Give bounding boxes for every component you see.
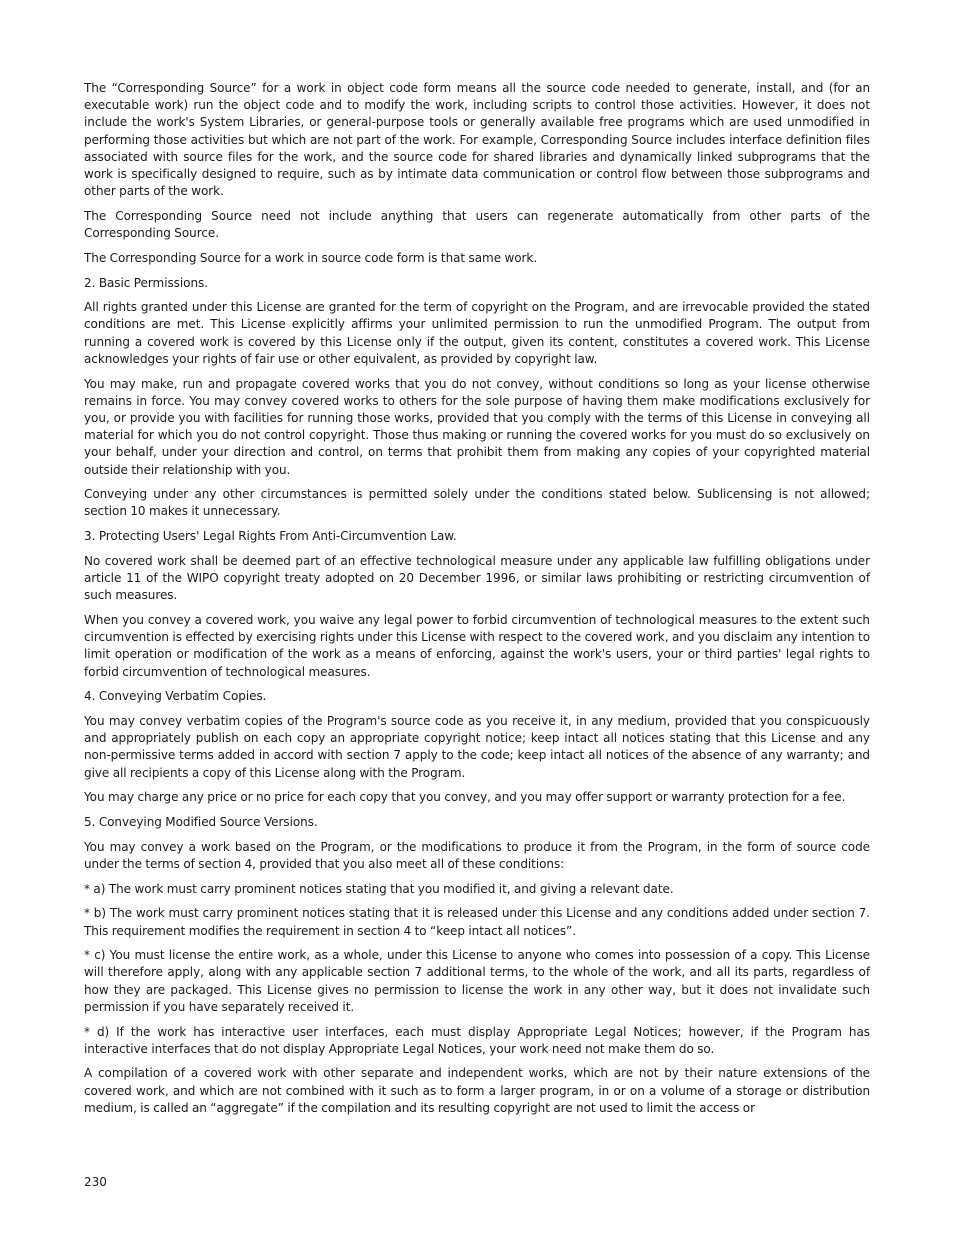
list-item: * b) The work must carry prominent notices stating that it is released under this License and any conditions added under section 7. This requirement modifies the requirement in section 4 to “keep intact all notices”. bbox=[84, 906, 870, 938]
paragraph: You may charge any price or no price for each copy that you convey, and you may offer support or warranty protection for a fee. bbox=[84, 790, 846, 805]
paragraph: You may convey a work based on the Program, or the modifications to produce it from the Program, in the form of source code under the terms of section 4, provided that you also meet all of these conditions: bbox=[84, 839, 870, 871]
list-item: * c) You must license the entire work, as a whole, under this License to anyone who comes into possession of a copy. This License will therefore apply, along with any applicable section 7 additional terms, to the whole of the work, and all its parts, regardless of how they are packaged. This License gives no permission to license the work in any other way, but it does not invalidate such permission if you have separately received it. bbox=[84, 948, 870, 1014]
paragraph: You may make, run and propagate covered works that you do not convey, without conditions so long as your license otherwise remains in force. You may convey covered works to others for the sole purpose of having them make modifications exclusively for you, or provide you with facilities for running those works, provided that you comply with the terms of this License in conveying all material for which you do not control copyright. Those thus making or running the covered works for you must do so exclusively on your behalf, under your direction and control, on terms that prohibit them from making any copies of your copyrighted material outside their relationship with you. bbox=[84, 376, 870, 477]
paragraph: The “Corresponding Source” for a work in object code form means all the source code needed to generate, install, and (for an executable work) run the object code and to modify the work, including scripts to control those activities. However, it does not include the work's System Libraries, or general-purpose tools or generally available free programs which are used unmodified in performing those activities but which are not part of the work. For example, Corresponding Source includes interface definition files associated with source files for the work, and the source code for shared libraries and dynamically linked subprograms that the work is specifically designed to require, such as by intimate data communication or control flow between those subprograms and other parts of the work. bbox=[84, 81, 870, 199]
paragraph: No covered work shall be deemed part of an effective technological measure under any applicable law fulfilling obligations under article 11 of the WIPO copyright treaty adopted on 20 December 1996, or similar laws prohibiting or restricting circumvention of such measures. bbox=[84, 553, 870, 603]
paragraph: The Corresponding Source for a work in source code form is that same work. bbox=[84, 250, 538, 265]
page-number: 230 bbox=[84, 1175, 107, 1189]
paragraph: All rights granted under this License are granted for the term of copyright on the Program, and are irrevocable provided the stated conditions are met. This License explicitly affirms your unlimited permission to run the unmodified Program. The output from running a covered work is covered by this License only if the output, given its content, constitutes a covered work. This License acknowledges your rights of fair use or other equivalent, as provided by copyright law. bbox=[84, 300, 870, 366]
list-item: * d) If the work has interactive user interfaces, each must display Appropriate Legal Notices; however, if the Program has interactive interfaces that do not display Appropriate Legal Notices, your work need not make them do so. bbox=[84, 1024, 870, 1056]
section-heading: 5. Conveying Modified Source Versions. bbox=[84, 815, 318, 830]
section-heading: 2. Basic Permissions. bbox=[84, 275, 208, 290]
section-heading: 4. Conveying Verbatim Copies. bbox=[84, 689, 267, 704]
paragraph: When you convey a covered work, you waive any legal power to forbid circumvention of technological measures to the extent such circumvention is effected by exercising rights under this License with respect to the covered work, and you disclaim any intention to limit operation or modification of the work as a means of enforcing, against the work's users, your or third parties' legal rights to forbid circumvention of technological measures. bbox=[84, 612, 870, 679]
paragraph: The Corresponding Source need not include anything that users can regenerate automatically from other parts of the Corresponding Source. bbox=[84, 208, 870, 241]
list-item: * a) The work must carry prominent notices stating that you modified it, and giving a relevant date. bbox=[84, 881, 674, 896]
paragraph: You may convey verbatim copies of the Program's source code as you receive it, in any medium, provided that you conspicuously and appropriately publish on each copy an appropriate copyright notice; keep intact all notices stating that this License and any non-permissive terms added in accord with section 7 apply to the code; keep intact all notices of the absence of any warranty; and give all recipients a copy of this License along with the Program. bbox=[84, 714, 870, 780]
section-heading: 3. Protecting Users' Legal Rights From Anti-Circumvention Law. bbox=[84, 529, 457, 544]
paragraph: A compilation of a covered work with other separate and independent works, which are not by their nature extensions of the covered work, and which are not combined with it such as to form a larger program, in or on a volume of a storage or distribution medium, is called an “aggregate” if the compilation and its resulting copyright are not used to limit the access or bbox=[84, 1066, 870, 1115]
paragraph: Conveying under any other circumstances is permitted solely under the conditions stated below. Sublicensing is not allowed; section 10 makes it unnecessary. bbox=[84, 487, 870, 519]
page-body bbox=[84, 80, 870, 1125]
